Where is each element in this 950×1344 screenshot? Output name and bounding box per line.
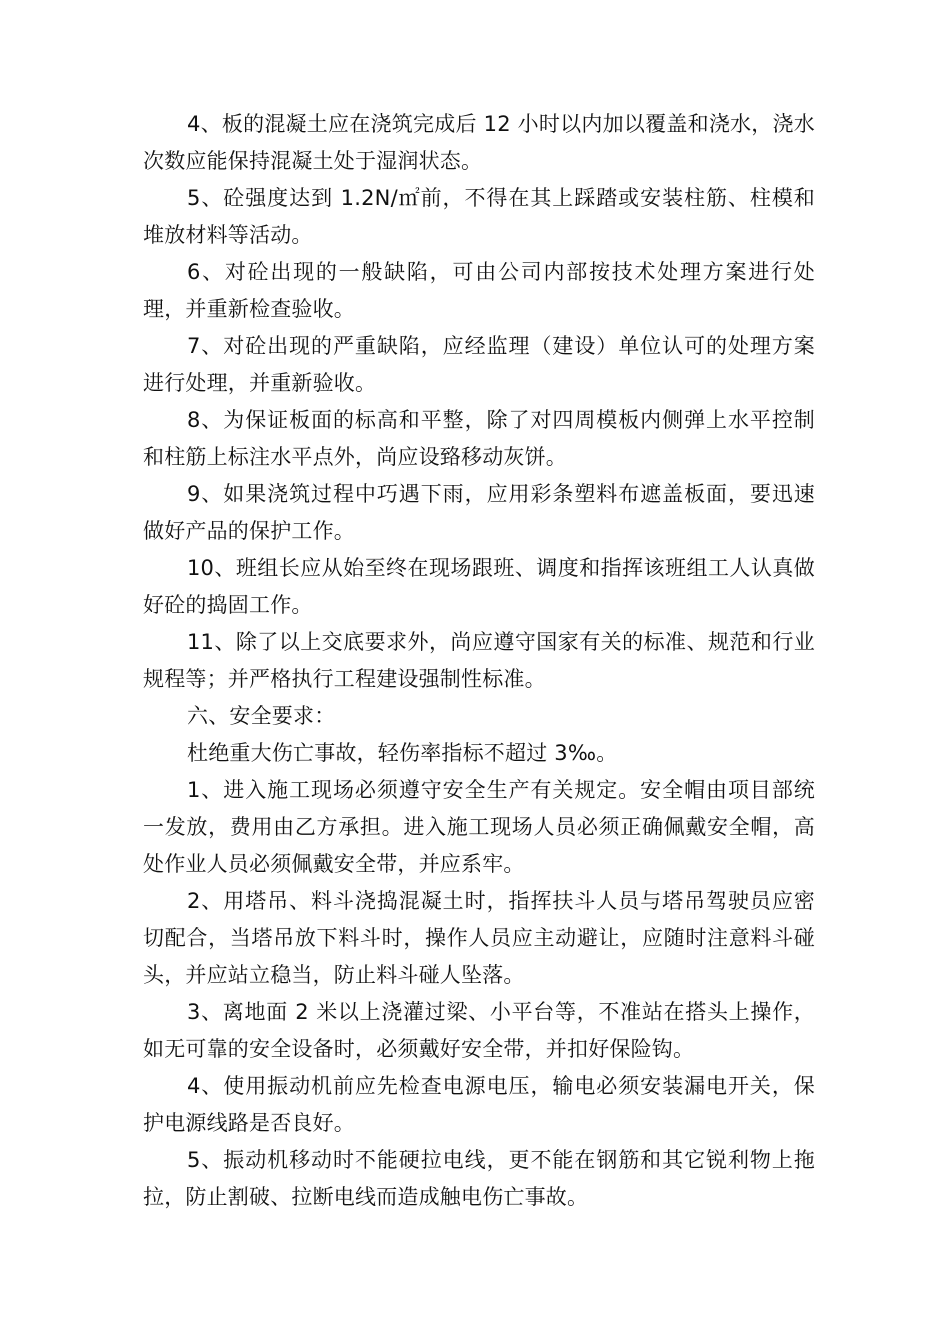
document-body xyxy=(143,106,815,1216)
paragraph-vibrator-move: 5、振动机移动时不能硬拉电线，更不能在钢筋和其它锐利物上拖拉，防止割破、拉断电线而造成触电伤亡事故。 xyxy=(143,1148,815,1209)
paragraph-safety-target: 杜绝重大伤亡事故，轻伤率指标不超过 3‰。 xyxy=(187,741,618,765)
section-heading-safety: 六、安全要求： xyxy=(187,704,336,728)
paragraph-safety-helmet: 1、进入施工现场必须遵守安全生产有关规定。安全帽由项目部统一发放，费用由乙方承担。进入施工现场人员必须正确佩戴安全帽，高处作业人员必须佩戴安全带，并应系牢。 xyxy=(143,778,815,876)
paragraph-standards: 11、除了以上交底要求外，尚应遵守国家有关的标准、规范和行业规程等；并严格执行工程建设强制性标准。 xyxy=(143,630,815,691)
paragraph-crane-bucket: 2、用塔吊、料斗浇捣混凝土时，指挥扶斗人员与塔吊驾驶员应密切配合，当塔吊放下料斗时，操作人员应主动避让，应随时注意料斗碰头，并应站立稳当，防止料斗碰人坠落。 xyxy=(143,889,815,987)
paragraph-rain-protection: 9、如果浇筑过程中巧遇下雨，应用彩条塑料布遮盖板面，要迅速做好产品的保护工作。 xyxy=(143,482,815,543)
paragraph-vibrator-check: 4、使用振动机前应先检查电源电压，输电必须安装漏电开关，保护电源线路是否良好。 xyxy=(143,1074,815,1135)
paragraph-team-leader: 10、班组长应从始至终在现场跟班、调度和指挥该班组工人认真做好砼的捣固工作。 xyxy=(143,556,815,617)
paragraph-general-defects: 6、对砼出现的一般缺陷，可由公司内部按技术处理方案进行处理，并重新检查验收。 xyxy=(143,260,815,321)
paragraph-curing-cover: 4、板的混凝土应在浇筑完成后 12 小时以内加以覆盖和浇水，浇水次数应能保持混凝土处于湿润状态。 xyxy=(143,112,815,173)
paragraph-serious-defects: 7、对砼出现的严重缺陷，应经监理（建设）单位认可的处理方案进行处理，并重新验收。 xyxy=(143,334,815,395)
paragraph-strength-limit: 5、砼强度达到 1.2N/㎡前，不得在其上踩踏或安装柱筋、柱模和堆放材料等活动。 xyxy=(143,186,815,247)
paragraph-height-work: 3、离地面 2 米以上浇灌过梁、小平台等，不准站在搭头上操作，如无可靠的安全设备时，必须戴好安全带，并扣好保险钩。 xyxy=(143,1000,815,1061)
paragraph-level-control: 8、为保证板面的标高和平整，除了对四周模板内侧弹上水平控制和柱筋上标注水平点外，尚应设臵移动灰饼。 xyxy=(143,408,815,469)
